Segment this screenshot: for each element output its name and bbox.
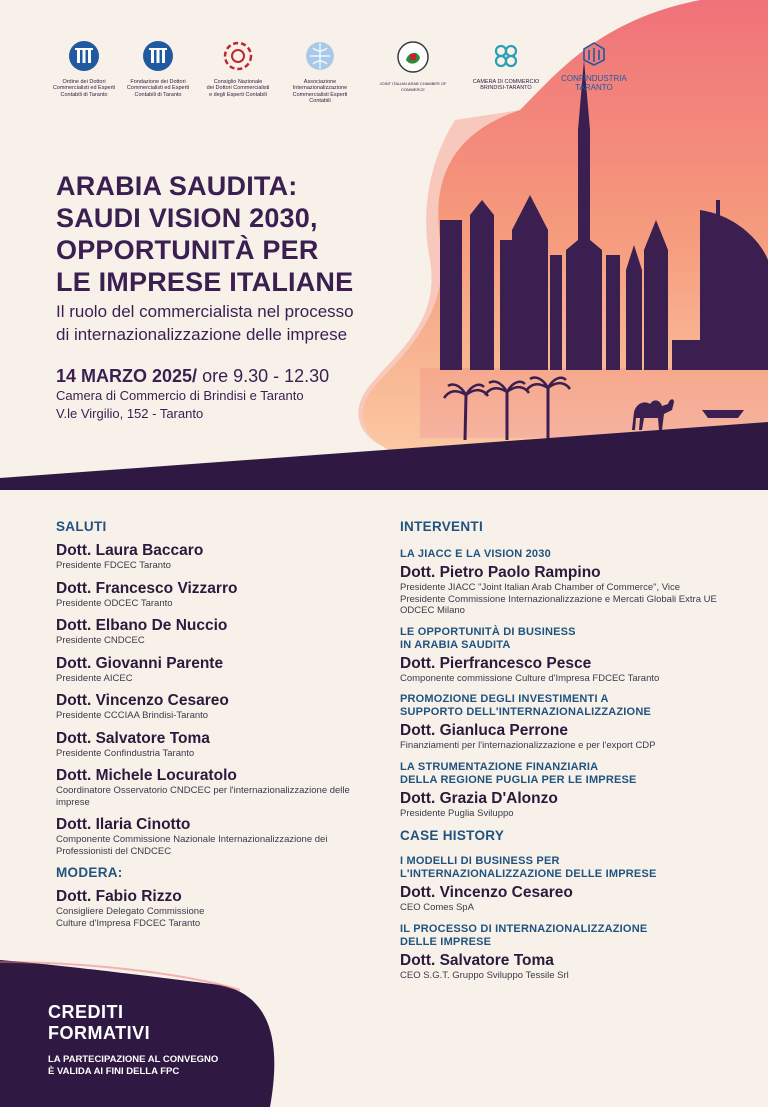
section-heading-case-history: CASE HISTORY bbox=[400, 828, 505, 843]
moderator-role: Consigliere Delegato Commissione bbox=[56, 906, 205, 917]
moderator-name: Dott. Fabio Rizzo bbox=[56, 888, 182, 905]
speaker-role: Presidente Confindustria Taranto bbox=[56, 747, 195, 759]
section-heading-interventi: INTERVENTI bbox=[400, 519, 484, 534]
logo-caption: Fondazione dei Dottori Commercialisti ed Esperti Contabili di Taranto bbox=[126, 78, 190, 98]
credits-title: CREDITI bbox=[48, 1002, 124, 1022]
talk-topic: IL PROCESSO DI INTERNAZIONALIZZAZIONE DELLE IMPRESE bbox=[400, 922, 648, 948]
talk-item bbox=[400, 923, 720, 982]
fdcec-icon bbox=[142, 40, 174, 72]
talk-speaker-name: Dott. Grazia D'Alonzo bbox=[400, 789, 558, 807]
talk-speaker-role: CEO S.G.T. Gruppo Sviluppo Tessile Srl bbox=[400, 969, 569, 981]
logo-jiacc bbox=[370, 40, 456, 94]
event-venue bbox=[56, 387, 304, 423]
speaker-role: Presidente ODCEC Taranto bbox=[56, 597, 173, 609]
talk-item bbox=[400, 548, 720, 617]
credits-title: FORMATIVI bbox=[48, 1023, 151, 1043]
cndcec-icon bbox=[222, 40, 254, 72]
section-heading-saluti: SALUTI bbox=[56, 519, 107, 534]
logo-odcec bbox=[52, 40, 116, 98]
speaker bbox=[56, 655, 366, 685]
event-title bbox=[56, 170, 436, 298]
venue-name: Camera di Commercio di Brindisi e Taranto bbox=[56, 388, 304, 403]
event-subtitle bbox=[56, 300, 436, 346]
odcec-icon bbox=[68, 40, 100, 72]
logo-caption: Associazione Internazionalizzazione Commercialisti Esperti Contabili bbox=[292, 78, 348, 104]
logo-aicec bbox=[282, 40, 358, 105]
subtitle-line: di internazionalizzazione delle imprese bbox=[56, 325, 348, 344]
event-date-time bbox=[56, 366, 329, 387]
moderator bbox=[56, 888, 366, 929]
speaker-role: Componente Commissione Nazionale Internazionalizzazione dei Professionisti del CNDCEC bbox=[56, 834, 328, 857]
venue-address: V.le Virgilio, 152 - Taranto bbox=[56, 406, 204, 421]
speaker-name: Dott. Michele Locuratolo bbox=[56, 767, 237, 784]
speaker-name: Dott. Laura Baccaro bbox=[56, 542, 204, 559]
speaker-name: Dott. Elbano De Nuccio bbox=[56, 617, 228, 634]
speaker-name: Dott. Ilaria Cinotto bbox=[56, 816, 191, 833]
title-line: ARABIA SAUDITA: bbox=[56, 171, 298, 201]
aicec-icon bbox=[304, 40, 336, 72]
logo-cndcec bbox=[200, 40, 276, 98]
event-time: ore 9.30 - 12.30 bbox=[202, 366, 330, 386]
talk-speaker-role: Componente commissione Culture d'Impresa FDCEC Taranto bbox=[400, 672, 660, 684]
jiacc-icon bbox=[396, 40, 430, 74]
boat-silhouette bbox=[702, 410, 744, 418]
speaker-role: Presidente FDCEC Taranto bbox=[56, 560, 171, 571]
title-line: OPPORTUNITÀ PER bbox=[56, 235, 319, 265]
saluti-section bbox=[56, 519, 366, 937]
section-heading-modera: MODERA: bbox=[56, 865, 123, 880]
speaker-name: Dott. Salvatore Toma bbox=[56, 729, 210, 747]
confindustria-icon bbox=[580, 40, 608, 68]
talk-speaker-name: Dott. Pierfrancesco Pesce bbox=[400, 654, 592, 672]
subtitle-line: Il ruolo del commercialista nel processo bbox=[56, 302, 354, 321]
speaker-role: Presidente CCCIAA Brindisi-Taranto bbox=[56, 710, 209, 721]
speaker bbox=[56, 617, 366, 647]
camera-commercio-icon bbox=[490, 40, 522, 72]
logo-caption: Consiglio Nazionale dei Dottori Commercialisti e degli Esperti Contabili bbox=[206, 78, 270, 98]
talk-item bbox=[400, 626, 720, 685]
talk-item bbox=[400, 855, 720, 914]
speaker-role: Presidente CNDCEC bbox=[56, 635, 145, 646]
talk-speaker-role: Presidente JIACC "Joint Italian Arab Chamber of Commerce", Vice Presidente Commissione Internazionalizzazione e Mercati Globali Extra UE ODCEC Milano bbox=[400, 582, 717, 616]
speaker-name: Dott. Giovanni Parente bbox=[56, 654, 224, 672]
credits-box bbox=[48, 1002, 288, 1078]
talk-topic: PROMOZIONE DEGLI INVESTIMENTI A SUPPORTO DELL'INTERNAZIONALIZZAZIONE bbox=[400, 693, 651, 718]
speaker bbox=[56, 730, 366, 760]
speaker bbox=[56, 542, 366, 572]
credits-note: È VALIDA AI FINI DELLA FPC bbox=[48, 1066, 180, 1077]
talk-topic: LA STRUMENTAZIONE FINANZIARIA DELLA REGIONE PUGLIA PER LE IMPRESE bbox=[400, 760, 637, 786]
speaker bbox=[56, 692, 366, 722]
speaker-name: Dott. Vincenzo Cesareo bbox=[56, 692, 229, 709]
moderator-role: Culture d'Impresa FDCEC Taranto bbox=[56, 917, 201, 929]
title-line: LE IMPRESE ITALIANE bbox=[56, 267, 354, 297]
speaker-name: Dott. Francesco Vizzarro bbox=[56, 579, 238, 597]
talk-speaker-name: Dott. Pietro Paolo Rampino bbox=[400, 564, 601, 581]
logo-confindustria bbox=[554, 40, 634, 92]
logo-caption: Ordine dei Dottori Commercialisti ed Esperti Contabili di Taranto bbox=[52, 78, 116, 98]
talk-topic: LA JIACC E LA VISION 2030 bbox=[400, 548, 551, 560]
title-line: SAUDI VISION 2030, bbox=[56, 203, 318, 233]
talk-speaker-name: Dott. Gianluca Perrone bbox=[400, 722, 568, 739]
talk-topic: LE OPPORTUNITÀ DI BUSINESS IN ARABIA SAUDITA bbox=[400, 625, 576, 651]
talk-speaker-role: CEO Comes SpA bbox=[400, 902, 474, 913]
event-date: 14 MARZO 2025/ bbox=[56, 366, 198, 386]
talk-speaker-role: Finanziamenti per l'internazionalizzazione e per l'export CDP bbox=[400, 740, 656, 751]
logo-caption: JOINT ITALIAN ARAB CHAMBER OF COMMERCE bbox=[379, 80, 447, 92]
talk-topic: I MODELLI DI BUSINESS PER L'INTERNAZIONALIZZAZIONE DELLE IMPRESE bbox=[400, 855, 657, 880]
logo-camera-commercio bbox=[466, 40, 546, 92]
talk-speaker-role: Presidente Puglia Sviluppo bbox=[400, 807, 514, 819]
speaker bbox=[56, 816, 366, 857]
speaker-role: Presidente AICEC bbox=[56, 672, 133, 684]
speaker-role: Coordinatore Osservatorio CNDCEC per l'internazionalizzazione delle imprese bbox=[56, 785, 350, 808]
talk-item bbox=[400, 693, 720, 752]
talk-item bbox=[400, 761, 720, 820]
interventi-section bbox=[400, 519, 720, 990]
logo-fdcec bbox=[126, 40, 190, 98]
talk-speaker-name: Dott. Vincenzo Cesareo bbox=[400, 884, 573, 901]
logo-caption: CONFINDUSTRIA TARANTO bbox=[561, 74, 627, 92]
talk-speaker-name: Dott. Salvatore Toma bbox=[400, 951, 554, 969]
speaker bbox=[56, 767, 366, 808]
credits-note: LA PARTECIPAZIONE AL CONVEGNO bbox=[48, 1054, 219, 1065]
speaker bbox=[56, 580, 366, 610]
logo-caption: CAMERA DI COMMERCIO BRINDISI-TARANTO bbox=[472, 78, 540, 91]
